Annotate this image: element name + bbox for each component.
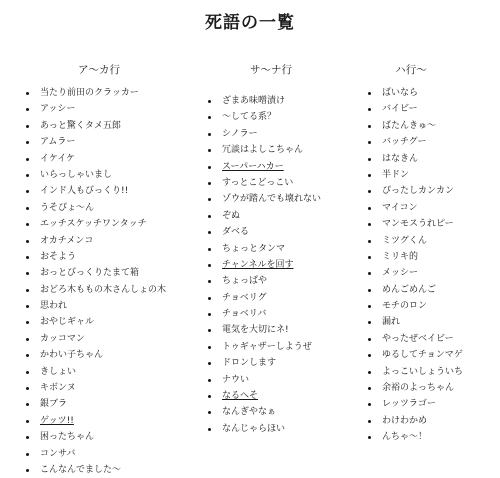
list-item <box>366 167 496 183</box>
item-text: いらっしゃいまし <box>40 169 113 180</box>
word-list <box>366 85 496 446</box>
item-text: めんごめんご <box>382 284 437 295</box>
item-text: ゆるしてチョンマゲ <box>382 350 463 361</box>
item-text: アムラー <box>40 137 76 148</box>
list-item <box>24 233 202 249</box>
item-text: ちょっぱや <box>222 276 268 287</box>
item-text: バイビー <box>382 104 418 115</box>
list-item <box>206 322 336 338</box>
column-sa-na <box>206 62 336 437</box>
list-item <box>206 355 336 371</box>
item-text: インド人もびっくり!! <box>40 186 129 197</box>
list-item <box>206 273 336 289</box>
list-item <box>206 208 336 224</box>
item-text: 当たり前田のクラッカー <box>40 88 139 98</box>
item-text: ミツグくん <box>382 235 427 246</box>
item-text: なんぎやなぁ <box>222 407 277 418</box>
list-item <box>366 101 496 117</box>
item-text: 銀ブラ <box>40 399 68 410</box>
list-item <box>366 429 496 445</box>
item-text: かわい子ちゃん <box>40 350 104 361</box>
list-item <box>366 134 496 150</box>
list-item <box>366 151 496 167</box>
item-text: 困ったちゃん <box>40 432 95 443</box>
list-item[interactable] <box>206 388 336 404</box>
list-item[interactable] <box>206 257 336 273</box>
item-text: 余裕のよっちゃん <box>382 383 455 394</box>
list-item <box>24 396 202 412</box>
list-item <box>24 364 202 380</box>
column-ha <box>366 62 496 446</box>
list-item <box>366 364 496 380</box>
item-text: なんじゃらほい <box>222 423 286 434</box>
list-item <box>24 151 202 167</box>
item-text: ナウい <box>222 374 250 385</box>
list-item <box>366 282 496 298</box>
item-link[interactable]: スーパーハカー <box>222 161 284 172</box>
list-item <box>366 314 496 330</box>
item-text: やったぜベイビー <box>382 333 454 344</box>
list-item <box>206 339 336 355</box>
list-item <box>206 306 336 322</box>
item-text: アッシー <box>40 104 76 115</box>
item-text: 〜してる系？ <box>222 112 277 123</box>
item-text: チョベリバ <box>222 309 267 320</box>
list-item <box>24 249 202 265</box>
list-item <box>24 183 202 199</box>
item-text: マンモスうれピー <box>382 219 454 230</box>
list-item <box>206 109 336 125</box>
item-text: イケイケ <box>40 153 76 164</box>
list-item <box>206 175 336 191</box>
list-item <box>366 216 496 232</box>
column-heading: ア〜カ行 <box>78 64 120 76</box>
item-text: ざまあ味噌漬け <box>222 96 286 106</box>
item-text: オカチメンコ <box>40 235 94 246</box>
item-text: 漏れ <box>382 317 401 328</box>
page-title: 死語の一覧 <box>205 13 295 33</box>
list-item <box>366 233 496 249</box>
item-text: メッシー <box>382 268 419 279</box>
column-a-ka <box>24 62 202 478</box>
list-item <box>24 134 202 150</box>
list-item <box>366 265 496 281</box>
item-text: こんなんでました〜 <box>40 464 122 475</box>
item-text: キボンヌ <box>40 383 76 394</box>
list-item <box>24 314 202 330</box>
item-text: モチのロン <box>382 301 428 312</box>
item-text: きしょい <box>40 366 77 377</box>
list-item <box>206 93 336 109</box>
list-item <box>206 191 336 207</box>
list-item <box>366 200 496 216</box>
list-item <box>24 429 202 445</box>
item-text: んちゃ〜！ <box>382 432 428 443</box>
item-text: トゥギャザーしようぜ <box>222 341 312 352</box>
list-item <box>24 216 202 232</box>
list-item <box>366 298 496 314</box>
list-item <box>366 85 496 101</box>
list-item <box>206 224 336 240</box>
list-item <box>366 249 496 265</box>
item-text: コンサバ <box>40 448 76 459</box>
item-text: おそよう <box>40 251 77 262</box>
list-item <box>366 183 496 199</box>
column-heading: ハ行〜 <box>395 64 427 76</box>
list-item <box>206 372 336 388</box>
list-item <box>366 380 496 396</box>
item-text: シノラー <box>222 128 258 139</box>
list-item[interactable] <box>24 413 202 429</box>
item-text: うそぴょ〜ん <box>40 202 95 213</box>
list-item <box>206 142 336 158</box>
item-text: チョベリグ <box>222 292 267 303</box>
item-text: エッチスケッチワンタッチ <box>40 219 147 230</box>
item-text: レッツラゴー <box>382 399 436 410</box>
list-item <box>206 241 336 257</box>
list-item <box>206 126 336 142</box>
list-item <box>366 347 496 363</box>
list-item <box>206 404 336 420</box>
list-item <box>206 421 336 437</box>
item-text: おっとびっくりたまて箱 <box>40 268 140 279</box>
item-text: ドロンします <box>222 358 277 369</box>
item-text: カッコマン <box>40 333 85 344</box>
word-list <box>206 93 336 437</box>
item-link[interactable]: ゲッツ!! <box>40 415 74 426</box>
item-text: わけわかめ <box>382 415 428 426</box>
item-text: マイコン <box>382 202 418 213</box>
item-text: ぴったしカンカン <box>382 186 455 197</box>
item-text: ちょっとタンマ <box>222 243 286 254</box>
list-item <box>24 446 202 462</box>
item-link[interactable]: チャンネルを回す <box>222 259 294 270</box>
item-text: ばいなら <box>382 88 419 98</box>
list-item <box>366 396 496 412</box>
list-item <box>24 347 202 363</box>
list-item <box>24 380 202 396</box>
item-text: 電気を大切にネ! <box>222 325 289 336</box>
list-item <box>24 118 202 134</box>
list-item <box>366 118 496 134</box>
item-text: ミリキ的 <box>382 251 419 262</box>
item-text: あっと驚くタメ五郎 <box>40 120 121 131</box>
item-text: おどろ木ももの木さんしょの木 <box>40 284 167 295</box>
list-item <box>24 101 202 117</box>
list-item <box>24 282 202 298</box>
word-list <box>24 85 202 478</box>
item-text: ばたんきゅ〜 <box>382 120 437 131</box>
item-text: 冗談はよしこちゃん <box>222 145 304 156</box>
list-item[interactable] <box>206 159 336 175</box>
column-heading: サ〜ナ行 <box>250 64 292 76</box>
list-item <box>24 167 202 183</box>
item-text: 半ドン <box>382 169 410 180</box>
list-item <box>24 298 202 314</box>
item-text: はなきん <box>382 153 419 164</box>
item-text: よっこいしょういち <box>382 366 464 377</box>
list-item <box>24 265 202 281</box>
item-text: ダベる <box>222 227 250 238</box>
list-item <box>24 200 202 216</box>
item-text: おやじギャル <box>40 317 95 328</box>
list-item <box>24 331 202 347</box>
item-link[interactable]: なるへそ <box>222 391 259 402</box>
item-text: 思われ <box>40 301 68 312</box>
item-text: ゾウが踏んでも壊れない <box>222 194 322 205</box>
list-item <box>366 331 496 347</box>
item-text: ぞぬ <box>222 210 241 221</box>
list-item <box>206 290 336 306</box>
item-text: バッチグー <box>382 137 427 148</box>
list-item <box>24 85 202 101</box>
list-item <box>366 413 496 429</box>
item-text: すっとこどっこい <box>222 177 294 188</box>
